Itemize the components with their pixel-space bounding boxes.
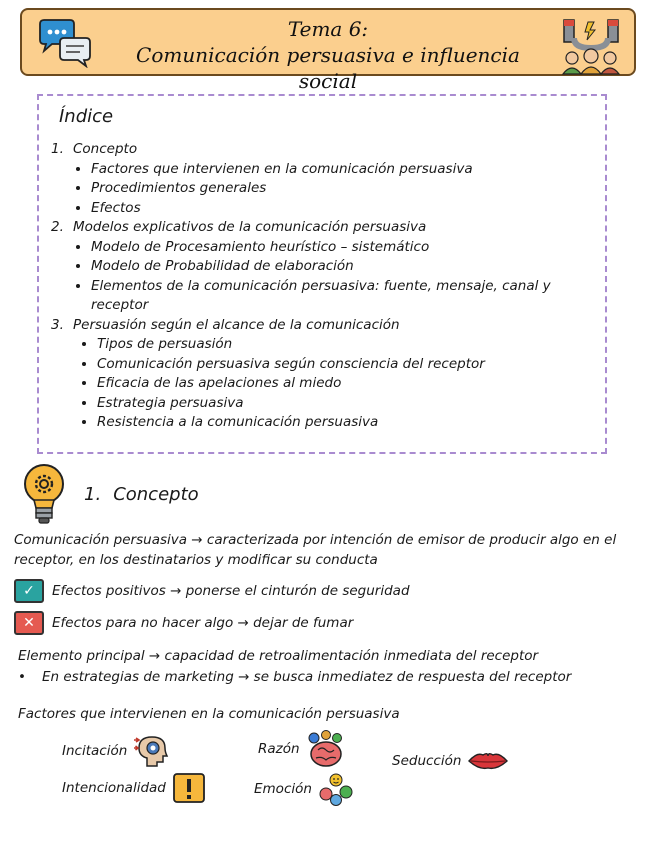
factor-label: Seducción <box>392 753 462 769</box>
toc-item: • Comunicación persuasiva según consciencia del receptor <box>97 355 611 375</box>
effect-negative-row <box>14 610 353 636</box>
toc-subitems-3 <box>51 335 611 433</box>
toc-item: • Estrategia persuasiva <box>97 394 611 414</box>
factor-label: Incitación <box>62 743 128 759</box>
warning-sign-icon <box>172 772 208 804</box>
factor-seduccion <box>392 750 509 772</box>
main-element-bullet <box>18 667 638 687</box>
cross-icon: ✕ <box>14 611 44 635</box>
check-icon: ✓ <box>14 579 44 603</box>
lightbulb-gear-icon <box>22 462 66 526</box>
factors-title: Factores que intervienen en la comunicación persuasiva <box>18 706 400 722</box>
toc-section-label: Concepto <box>73 141 138 157</box>
section-title: Concepto <box>113 484 199 505</box>
toc-item: • Elementos de la comunicación persuasiva: fuente, mensaje, canal y receptor <box>91 277 611 316</box>
toc-section-2 <box>51 218 611 238</box>
factor-label: Razón <box>258 741 300 757</box>
index-box <box>37 94 607 454</box>
factor-intencionalidad <box>62 772 208 804</box>
factor-incitacion <box>62 734 171 768</box>
toc-item: • Modelo de Procesamiento heurístico – sistemático <box>91 238 611 258</box>
effect-positive-row <box>14 578 410 604</box>
factor-emocion <box>254 772 354 806</box>
brain-icon <box>306 730 344 768</box>
chat-bubbles-icon <box>36 18 94 68</box>
effect-positive-text: Efectos positivos → ponerse el cinturón de seguridad <box>52 583 410 599</box>
bullet-dot: • <box>18 669 26 685</box>
factor-label: Emoción <box>254 781 312 797</box>
toc-section-label: Persuasión según el alcance de la comunicación <box>73 316 400 333</box>
title-line-2: Comunicación persuasiva e influencia social <box>136 43 520 93</box>
title-line-1: Tema 6: <box>287 17 369 41</box>
section-1-heading <box>84 484 199 505</box>
main-element: Elemento principal → capacidad de retroalimentación inmediata del receptor <box>18 648 539 664</box>
effect-negative-text: Efectos para no hacer algo → dejar de fumar <box>52 615 354 631</box>
toc-item: • Resistencia a la comunicación persuasiva <box>97 413 611 433</box>
page-title <box>112 16 544 94</box>
toc-section-number: 2. <box>51 219 64 235</box>
toc-section-number: 1. <box>51 141 64 157</box>
lips-icon <box>467 750 509 772</box>
toc-section-number: 3. <box>51 316 64 333</box>
toc-section-3 <box>51 316 611 336</box>
toc-item: • Efectos <box>91 199 611 219</box>
toc-subitems-2 <box>51 238 611 316</box>
toc-section-label: Modelos explicativos de la comunicación persuasiva <box>73 219 427 235</box>
toc-item: • Procedimientos generales <box>91 179 611 199</box>
factor-label: Intencionalidad <box>62 780 166 796</box>
toc-item: • Factores que intervienen en la comunicación persuasiva <box>91 160 611 180</box>
section-number: 1. <box>84 484 102 505</box>
toc-item: • Tipos de persuasión <box>97 335 611 355</box>
title-banner <box>20 8 636 93</box>
index-title: Índice <box>59 106 114 127</box>
toc-subitems-1 <box>51 160 611 219</box>
factor-razon <box>258 730 344 768</box>
table-of-contents <box>51 140 611 433</box>
bullet-text: En estrategias de marketing → se busca inmediatez de respuesta del receptor <box>42 669 572 685</box>
head-arrows-icon <box>133 734 171 768</box>
concept-definition: Comunicación persuasiva → caracterizada por intención de emisor de producir algo en el receptor, en los destinatarios y modificar su conducta <box>14 532 617 568</box>
magnet-people-icon <box>558 16 624 76</box>
toc-item: • Eficacia de las apelaciones al miedo <box>97 374 611 394</box>
emotion-faces-icon <box>318 772 354 806</box>
toc-item: • Modelo de Probabilidad de elaboración <box>91 257 611 277</box>
toc-section-1 <box>51 140 611 160</box>
